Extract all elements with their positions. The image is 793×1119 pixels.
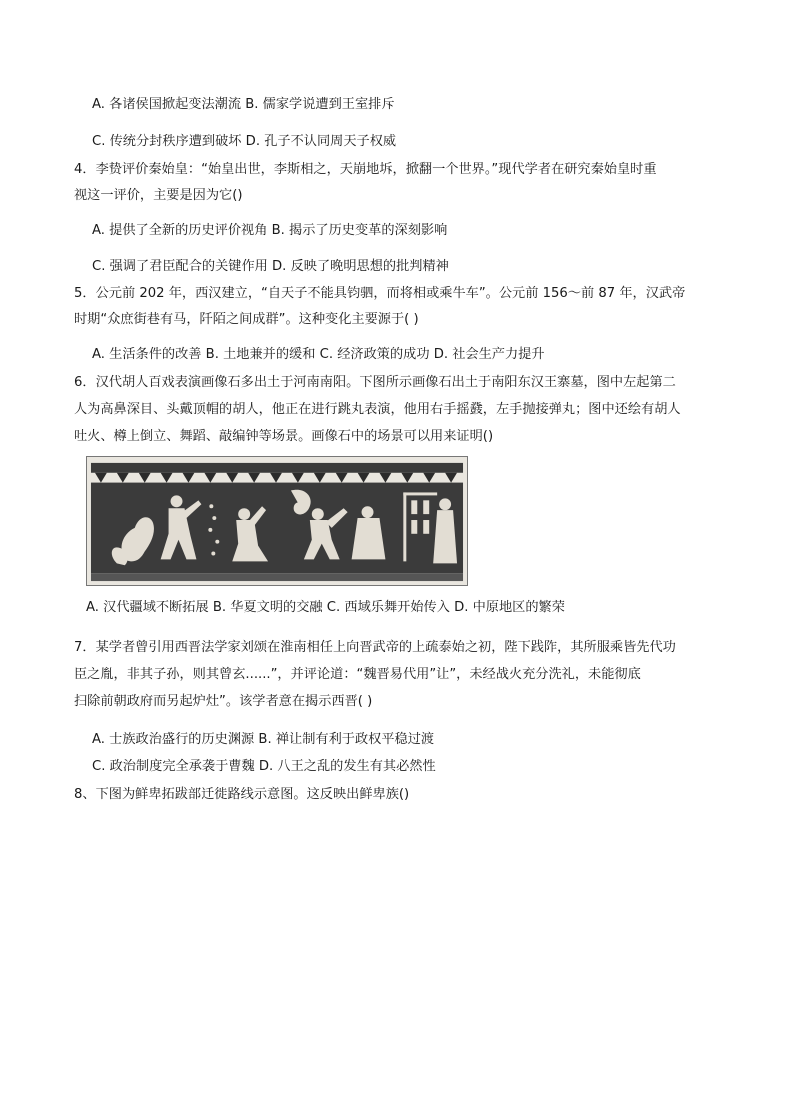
q5-stem-line-2: 时期“众庶街巷有马，阡陌之间成群”。这种变化主要源于( )	[74, 312, 419, 327]
q7-stem-line-2: 臣之胤，非其子孙，则其曾玄......”，并评论道：“魏晋易代用”让”，未经战火充分洗礼，未能彻底	[74, 667, 641, 682]
q5-option-line-1: A. 生活条件的改善 B. 土地兼并的缓和 C. 经济政策的成功 D. 社会生产力提升	[92, 347, 545, 362]
q5-stem-line-1: 5．公元前 202 年，西汉建立，“自天子不能具钧驷，而将相或乘牛车”。公元前 156～前 87 年，汉武帝	[74, 286, 686, 301]
q7-option-line-2: C. 政治制度完全承袭于曹魏 D. 八王之乱的发生有其必然性	[92, 759, 436, 774]
q4-option-line-2: C. 强调了君臣配合的关键作用 D. 反映了晚明思想的批判精神	[92, 259, 449, 274]
q7-stem-line-1: 7．某学者曾引用西晋法学家刘颂在淮南相任上向晋武帝的上疏泰始之初，陛下践阼，其所服乘皆先代功	[74, 640, 676, 655]
q6-stem-line-2: 人为高鼻深目、头戴顶帽的胡人，他正在进行跳丸表演，他用右手摇鼗，左手抛接弹丸；图中还绘有胡人	[74, 402, 681, 417]
q8-stem-line-1: 8、下图为鲜卑拓跋部迁徙路线示意图。这反映出鲜卑族()	[74, 787, 410, 802]
q7-option-line-1: A. 士族政治盛行的历史渊源 B. 禅让制有利于政权平稳过渡	[92, 732, 435, 747]
q6-option-line-1: A. 汉代疆域不断拓展 B. 华夏文明的交融 C. 西域乐舞开始传入 D. 中原地区的繁荣	[86, 600, 565, 615]
q4-option-line-1: A. 提供了全新的历史评价视角 B. 揭示了历史变革的深刻影响	[92, 223, 448, 238]
q7-stem-line-3: 扫除前朝政府而另起炉灶”。该学者意在揭示西晋( )	[74, 694, 373, 709]
q4-stem-line-1: 4．李贽评价秦始皇：“始皇出世，李斯相之，天崩地坼，掀翻一个世界。”现代学者在研究秦始皇时重	[74, 162, 657, 177]
han-stone-relief-image	[86, 456, 468, 586]
q3-option-line-1: A. 各诸侯国掀起变法潮流 B. 儒家学说遭到王室排斥	[92, 97, 395, 112]
q4-stem-line-2: 视这一评价，主要是因为它()	[74, 188, 243, 203]
q6-stem-line-1: 6．汉代胡人百戏表演画像石多出土于河南南阳。下图所示画像石出土于南阳东汉王寨墓，图中左起第二	[74, 375, 676, 390]
q6-stem-line-3: 吐火、樽上倒立、舞蹈、敲编钟等场景。画像石中的场景可以用来证明()	[74, 429, 494, 444]
q3-option-line-2: C. 传统分封秩序遭到破坏 D. 孔子不认同周天子权威	[92, 134, 397, 149]
